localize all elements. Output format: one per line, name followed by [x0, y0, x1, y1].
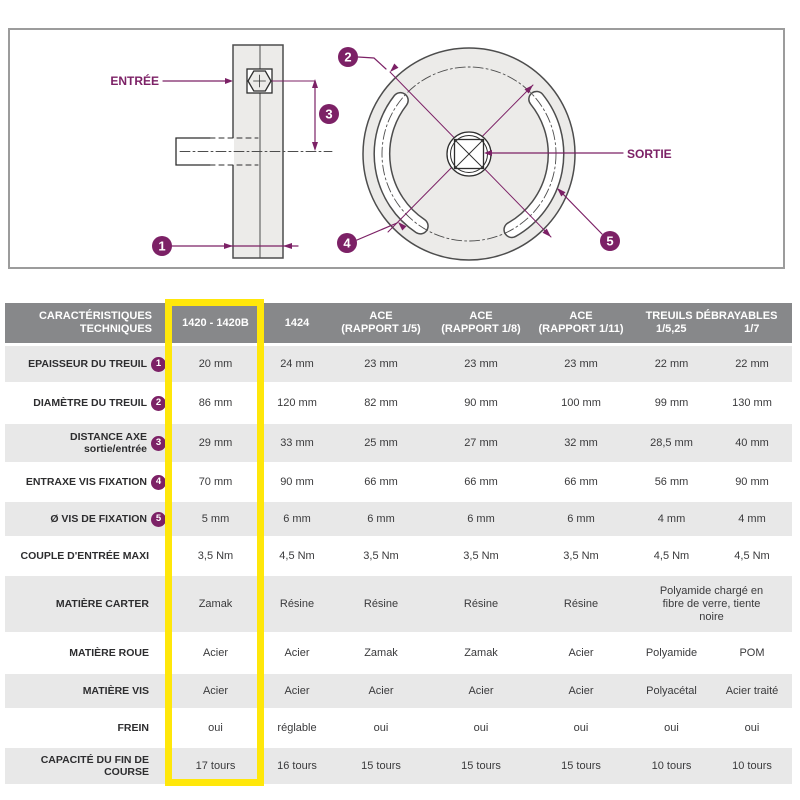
table-cell: 4 mm	[738, 513, 766, 525]
header-ace-1-11: ACE (RAPPORT 1/11)	[538, 310, 624, 335]
table-cell: Résine	[463, 598, 499, 610]
table-cell: oui	[473, 722, 489, 734]
table-cell-span: Polyamide chargé en fibre de verre, tiente noire	[659, 584, 764, 623]
table-cell: 130 mm	[732, 397, 772, 409]
table-cell: 25 mm	[364, 437, 398, 449]
callout-badge: 5	[151, 512, 166, 527]
table-cell: oui	[664, 722, 679, 734]
side-view	[110, 45, 339, 258]
table-cell: 70 mm	[198, 476, 233, 488]
table-cell: 32 mm	[564, 437, 598, 449]
output-socket	[447, 132, 491, 176]
row-label: MATIÈRE VIS	[82, 685, 149, 697]
arrowhead	[390, 64, 399, 73]
row-label: ENTRAXE VIS FIXATION 4	[5, 465, 168, 499]
callout-badge: 2	[151, 396, 166, 411]
callout-2	[338, 47, 386, 69]
table-cell: Résine	[363, 598, 399, 610]
arrowhead	[224, 243, 233, 249]
table-cell: oui	[744, 722, 760, 734]
table-cell: 66 mm	[464, 476, 498, 488]
table-cell: 66 mm	[564, 476, 598, 488]
table-cell: 90 mm	[464, 397, 498, 409]
callout-badge: 3	[151, 436, 166, 451]
table-cell: 15 tours	[361, 760, 401, 772]
table-row	[5, 385, 792, 421]
table-cell: 29 mm	[198, 437, 233, 449]
svg-text:4: 4	[343, 235, 351, 251]
header-sub-1-7: 1/7	[744, 323, 760, 335]
table-cell: 90 mm	[735, 476, 769, 488]
table-cell: 6 mm	[367, 513, 395, 525]
table-cell: 4,5 Nm	[279, 550, 315, 562]
table-cell: Polyacétal	[646, 685, 697, 697]
row-label: FREIN	[117, 722, 149, 734]
table-body	[5, 346, 792, 784]
table-cell: 22 mm	[735, 358, 769, 370]
table-row	[5, 502, 792, 536]
front-view	[337, 47, 672, 260]
table-cell: 40 mm	[735, 437, 769, 449]
table-cell: 66 mm	[364, 476, 398, 488]
svg-text:2: 2	[344, 49, 352, 65]
entree-callout	[110, 73, 233, 88]
header-treuils-debrayables: TREUILS DÉBRAYABLES 1/5,25 1/7	[631, 303, 792, 343]
table-cell: 28,5 mm	[650, 437, 693, 449]
table-cell: Zamak	[464, 647, 498, 659]
table-cell: Acier	[284, 685, 310, 697]
arrowhead	[225, 78, 233, 84]
header-ace-1-8: ACE (RAPPORT 1/8)	[441, 310, 521, 335]
table-cell: oui	[208, 722, 223, 734]
callout-5	[557, 188, 620, 251]
header-1420: 1420 - 1420B	[182, 316, 249, 329]
row-label: MATIÈRE ROUE	[69, 647, 149, 659]
winch-drawing	[10, 30, 783, 267]
table-cell: Zamak	[364, 647, 398, 659]
table-row	[5, 748, 792, 784]
table-cell: oui	[373, 722, 389, 734]
table-cell: 6 mm	[467, 513, 495, 525]
table-cell: 6 mm	[283, 513, 311, 525]
table-cell: Zamak	[198, 598, 233, 610]
spec-table	[5, 303, 792, 787]
table-cell: 15 tours	[561, 760, 601, 772]
row-label: DIAMÈTRE DU TREUIL 2	[5, 385, 168, 421]
table-cell: 5 mm	[201, 513, 230, 525]
table-row	[5, 635, 792, 671]
table-cell: 33 mm	[280, 437, 314, 449]
table-cell: 22 mm	[654, 358, 689, 370]
table-cell: 86 mm	[198, 397, 233, 409]
table-cell: 120 mm	[277, 397, 317, 409]
table-row	[5, 465, 792, 499]
table-cell: 24 mm	[280, 358, 314, 370]
table-cell: Polyamide	[645, 647, 698, 659]
table-cell: 99 mm	[654, 397, 689, 409]
row-label: MATIÈRE CARTER	[55, 598, 149, 610]
table-row	[5, 539, 792, 573]
row-label: DISTANCE AXE sortie/entrée 3	[5, 424, 168, 462]
header-1424: 1424	[284, 316, 310, 329]
callout-badge: 4	[151, 475, 166, 490]
table-cell: 17 tours	[195, 760, 236, 772]
table-cell: 4,5 Nm	[653, 550, 690, 562]
table-header-row	[5, 303, 792, 343]
table-cell: 4 mm	[657, 513, 686, 525]
table-cell: Résine	[279, 598, 315, 610]
sortie-label: SORTIE	[627, 147, 672, 161]
table-cell: 20 mm	[198, 358, 233, 370]
table-cell: Résine	[563, 598, 599, 610]
table-cell: Acier	[284, 647, 310, 659]
row-label: Ø VIS DE FIXATION 5	[5, 502, 168, 536]
entree-label: ENTRÉE	[110, 74, 159, 88]
table-cell: 3,5 Nm	[363, 550, 399, 562]
svg-text:5: 5	[606, 233, 614, 249]
table-row	[5, 346, 792, 382]
row-label: COUPLE D'ENTRÉE MAXI	[20, 550, 149, 562]
table-cell: 3,5 Nm	[463, 550, 499, 562]
table-cell: 4,5 Nm	[734, 550, 770, 562]
table-cell: oui	[573, 722, 589, 734]
header-sub-1-5-25: 1/5,25	[655, 323, 687, 335]
table-cell: Acier	[202, 685, 229, 697]
table-cell: 23 mm	[564, 358, 598, 370]
table-cell: 56 mm	[654, 476, 689, 488]
table-cell: 82 mm	[364, 397, 398, 409]
table-cell: réglable	[277, 722, 317, 734]
table-cell: 90 mm	[280, 476, 314, 488]
table-row	[5, 424, 792, 462]
table-cell: 16 tours	[277, 760, 317, 772]
callout-badge: 1	[151, 357, 166, 372]
table-cell: 10 tours	[651, 760, 692, 772]
callout-4	[337, 223, 397, 253]
row-label: EPAISSEUR DU TREUIL 1	[5, 346, 168, 382]
table-row	[5, 711, 792, 745]
table-cell: Acier traité	[725, 685, 779, 697]
svg-text:1: 1	[158, 238, 166, 254]
table-cell: Acier	[202, 647, 229, 659]
arrowhead	[312, 79, 318, 88]
table-row	[5, 576, 792, 632]
table-cell: 15 tours	[461, 760, 501, 772]
table-cell: 100 mm	[561, 397, 601, 409]
arrowhead	[283, 243, 292, 249]
row-label: CAPACITÉ DU FIN DE COURSE	[40, 754, 149, 778]
table-cell: Acier	[368, 685, 394, 697]
arrowhead	[312, 142, 318, 151]
header-caracteristiques: CARACTÉRISTIQUES TECHNIQUES	[38, 310, 152, 335]
table-cell: 23 mm	[364, 358, 398, 370]
input-hex	[247, 69, 272, 93]
table-cell: POM	[739, 647, 765, 659]
technical-drawing-box	[8, 28, 785, 269]
table-cell: Acier	[468, 685, 494, 697]
table-cell: 27 mm	[464, 437, 498, 449]
table-cell: 6 mm	[567, 513, 595, 525]
table-cell: 3,5 Nm	[563, 550, 599, 562]
table-cell: Acier	[568, 647, 594, 659]
table-cell: 3,5 Nm	[197, 550, 234, 562]
table-cell: 23 mm	[464, 358, 498, 370]
table-cell: 10 tours	[732, 760, 772, 772]
svg-text:3: 3	[325, 106, 333, 122]
table-row	[5, 674, 792, 708]
header-ace-1-5: ACE (RAPPORT 1/5)	[341, 310, 421, 335]
table-cell: Acier	[568, 685, 594, 697]
